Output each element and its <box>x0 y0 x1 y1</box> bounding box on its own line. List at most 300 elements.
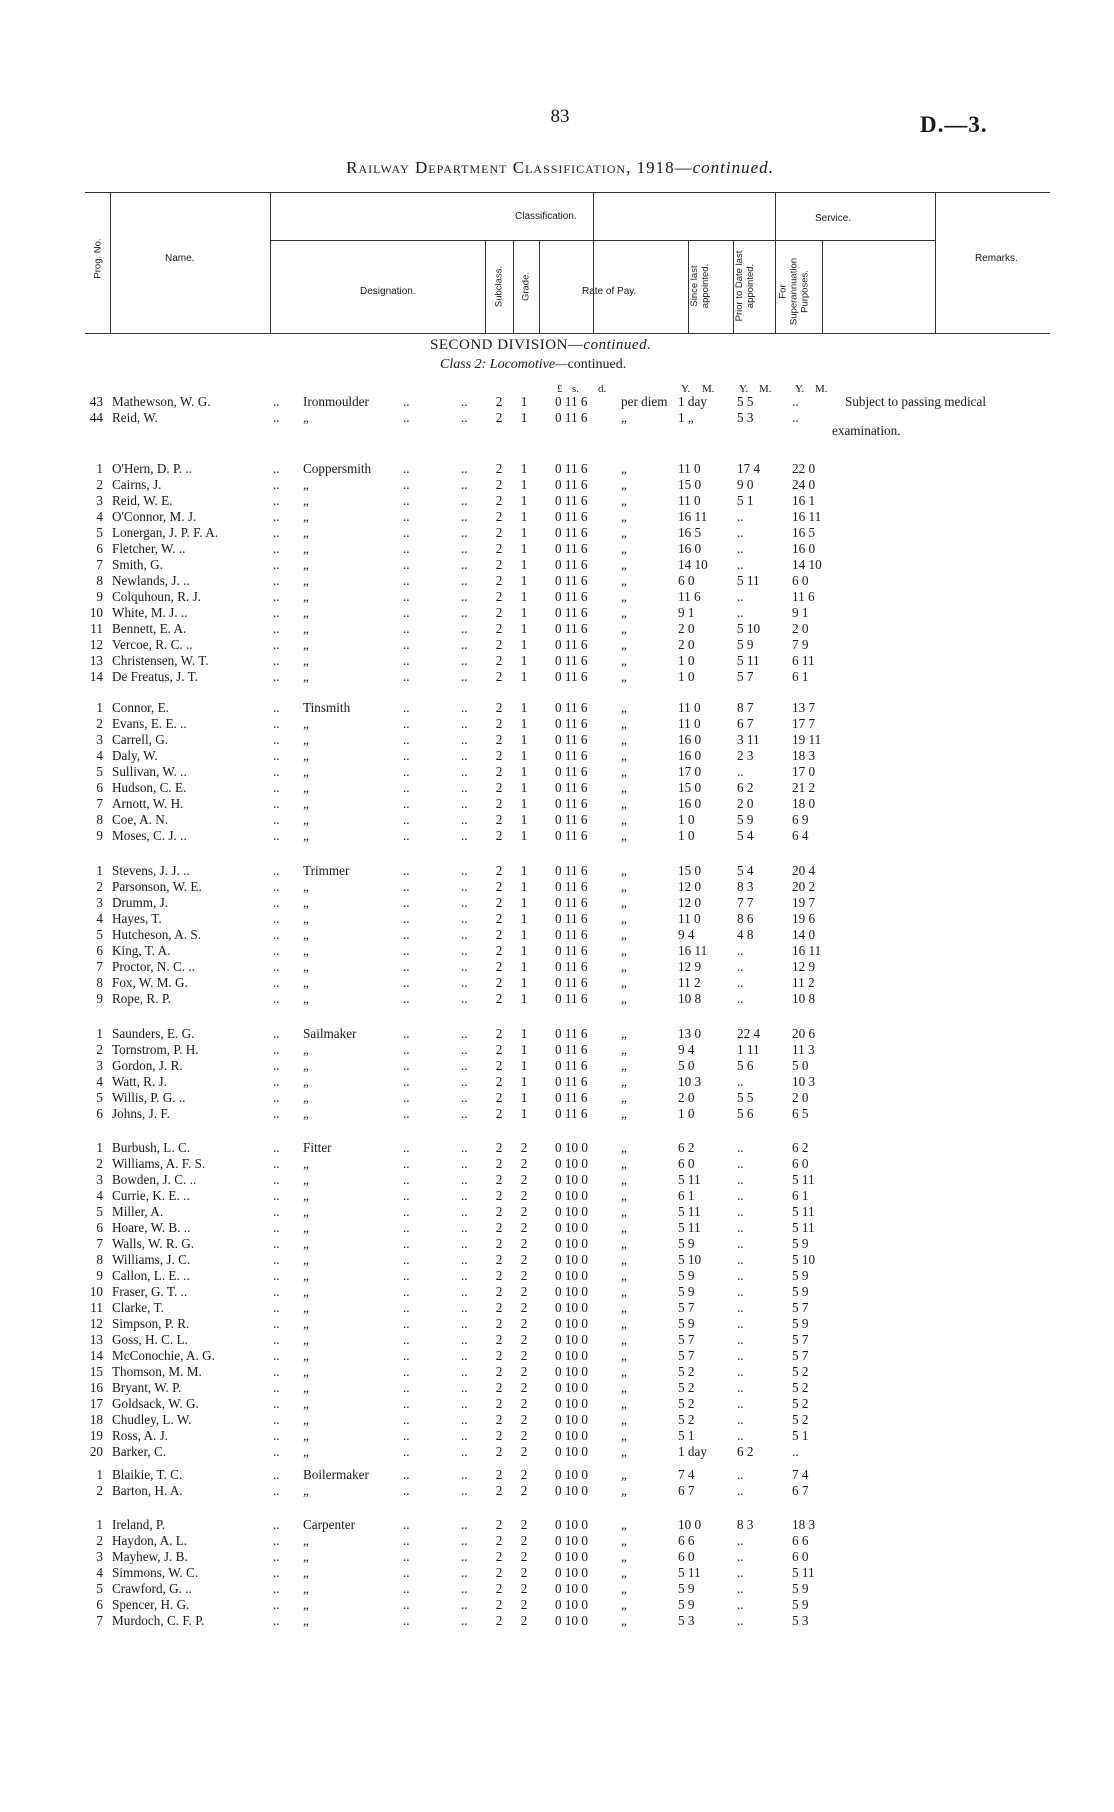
service-prior: .. <box>737 943 744 958</box>
service-prior: .. <box>737 1597 744 1612</box>
service-superannuation: 5 7 <box>792 1300 809 1315</box>
service-superannuation: .. <box>792 394 799 409</box>
employee-name: Hayes, T. <box>112 911 162 926</box>
leader-dots: .. <box>461 1300 468 1315</box>
pay-period: „ <box>621 943 627 958</box>
prog-no: 15 <box>89 1364 103 1379</box>
prog-no: 9 <box>96 828 103 843</box>
service-since-last: 5 10 <box>678 1252 702 1267</box>
section-heading: SECOND DIVISION—continued. <box>430 337 652 353</box>
pay-period: „ <box>621 557 627 572</box>
ditto-mark: „ <box>303 1597 309 1612</box>
service-since-last: 16 0 <box>678 541 702 556</box>
table-row <box>85 541 1065 557</box>
subclass: 2 <box>495 1156 503 1171</box>
pay-period: „ <box>621 477 627 492</box>
service-superannuation: .. <box>792 1444 799 1459</box>
subclass: 2 <box>495 927 503 942</box>
leader-dots: .. <box>273 637 280 652</box>
subclass: 2 <box>495 1597 503 1612</box>
table-row <box>85 764 1065 780</box>
leader-dots: .. <box>273 1380 280 1395</box>
rate-of-pay: 0 10 0 <box>555 1380 588 1395</box>
leader-dots: .. <box>403 1236 410 1251</box>
prog-no: 8 <box>96 812 103 827</box>
subclass: 2 <box>495 394 503 409</box>
subclass: 2 <box>495 1140 503 1155</box>
leader-dots: .. <box>273 796 280 811</box>
leader-dots: .. <box>273 461 280 476</box>
grade: 1 <box>520 1042 528 1057</box>
grade: 1 <box>520 573 528 588</box>
employee-name: Saunders, E. G. <box>112 1026 195 1041</box>
service-since-last: 6 0 <box>678 573 695 588</box>
leader-dots: .. <box>273 1332 280 1347</box>
pay-period: „ <box>621 1058 627 1073</box>
grade: 1 <box>520 991 528 1006</box>
leader-dots: .. <box>403 589 410 604</box>
table-row <box>85 943 1065 959</box>
table-row <box>85 1188 1065 1204</box>
leader-dots: .. <box>273 1533 280 1548</box>
rate-of-pay: 0 11 6 <box>555 557 588 572</box>
leader-dots: .. <box>461 1364 468 1379</box>
service-prior: 22 4 <box>737 1026 761 1041</box>
service-superannuation: 5 9 <box>792 1236 809 1251</box>
employee-name: Blaikie, T. C. <box>112 1467 183 1482</box>
designation: Carpenter <box>303 1517 355 1532</box>
service-since-last: 5 1 <box>678 1428 695 1443</box>
prog-no: 12 <box>89 1316 103 1331</box>
rate-of-pay: 0 10 0 <box>555 1236 588 1251</box>
prog-no: 6 <box>96 1220 103 1235</box>
leader-dots: .. <box>273 541 280 556</box>
table-row <box>85 927 1065 943</box>
service-superannuation: 17 7 <box>792 716 816 731</box>
employee-name: Lonergan, J. P. F. A. <box>112 525 219 540</box>
service-prior: 5 4 <box>737 863 754 878</box>
grade: 1 <box>520 700 528 715</box>
leader-dots: .. <box>461 716 468 731</box>
subclass: 2 <box>495 732 503 747</box>
rate-of-pay: 0 10 0 <box>555 1140 588 1155</box>
leader-dots: .. <box>403 493 410 508</box>
service-since-last: 11 2 <box>678 975 701 990</box>
leader-dots: .. <box>403 700 410 715</box>
leader-dots: .. <box>461 1565 468 1580</box>
subclass: 2 <box>495 541 503 556</box>
ditto-mark: „ <box>303 493 309 508</box>
service-superannuation: 6 11 <box>792 653 815 668</box>
service-superannuation: 5 11 <box>792 1220 815 1235</box>
rate-of-pay: 0 10 0 <box>555 1204 588 1219</box>
leader-dots: .. <box>273 975 280 990</box>
subclass: 2 <box>495 557 503 572</box>
employee-name: White, M. J. .. <box>112 605 188 620</box>
pay-period: „ <box>621 828 627 843</box>
service-prior: 8 3 <box>737 879 754 894</box>
service-prior: 2 3 <box>737 748 754 763</box>
service-prior: .. <box>737 1396 744 1411</box>
ditto-mark: „ <box>303 1444 309 1459</box>
pay-period: „ <box>621 1316 627 1331</box>
service-since-last: 5 9 <box>678 1268 695 1283</box>
prog-no: 2 <box>96 1042 103 1057</box>
employee-name: Barker, C. <box>112 1444 167 1459</box>
grade: 1 <box>520 637 528 652</box>
service-prior: .. <box>737 1613 744 1628</box>
pay-period: „ <box>621 1467 627 1482</box>
table-header <box>85 192 1050 334</box>
prog-no: 2 <box>96 1533 103 1548</box>
ditto-mark: „ <box>303 748 309 763</box>
leader-dots: .. <box>461 764 468 779</box>
service-prior: 8 3 <box>737 1517 754 1532</box>
ditto-mark: „ <box>303 1549 309 1564</box>
grade: 2 <box>520 1517 528 1532</box>
employee-name: Colquhoun, R. J. <box>112 589 202 604</box>
leader-dots: .. <box>461 895 468 910</box>
leader-dots: .. <box>461 573 468 588</box>
service-since-last: 5 2 <box>678 1380 695 1395</box>
leader-dots: .. <box>461 1284 468 1299</box>
leader-dots: .. <box>273 525 280 540</box>
ditto-mark: „ <box>303 525 309 540</box>
pay-period: „ <box>621 573 627 588</box>
service-prior: 5 9 <box>737 637 754 652</box>
pay-period: „ <box>621 541 627 556</box>
pay-period: „ <box>621 1026 627 1041</box>
service-since-last: 1 0 <box>678 828 695 843</box>
rate-of-pay: 0 11 6 <box>555 1058 588 1073</box>
employee-name: Bennett, E. A. <box>112 621 187 636</box>
service-since-last: 11 0 <box>678 716 701 731</box>
leader-dots: .. <box>461 1220 468 1235</box>
leader-dots: .. <box>403 1364 410 1379</box>
leader-dots: .. <box>273 780 280 795</box>
leader-dots: .. <box>461 1428 468 1443</box>
rate-of-pay: 0 10 0 <box>555 1412 588 1427</box>
grade: 1 <box>520 780 528 795</box>
ditto-mark: „ <box>303 1364 309 1379</box>
leader-dots: .. <box>461 1252 468 1267</box>
rate-of-pay: 0 10 0 <box>555 1483 588 1498</box>
leader-dots: .. <box>461 1042 468 1057</box>
grade: 2 <box>520 1428 528 1443</box>
employee-name: Moses, C. J. .. <box>112 828 187 843</box>
pay-period: „ <box>621 700 627 715</box>
prog-no: 8 <box>96 975 103 990</box>
leader-dots: .. <box>403 828 410 843</box>
service-since-last: 11 0 <box>678 700 701 715</box>
table-row <box>85 653 1065 669</box>
pay-period: „ <box>621 748 627 763</box>
grade: 2 <box>520 1140 528 1155</box>
pay-period: „ <box>621 764 627 779</box>
leader-dots: .. <box>461 796 468 811</box>
service-superannuation: 10 3 <box>792 1074 816 1089</box>
employee-name: Currie, K. E. .. <box>112 1188 190 1203</box>
leader-dots: .. <box>461 1156 468 1171</box>
subclass: 2 <box>495 1074 503 1089</box>
prog-no: 4 <box>96 1188 103 1203</box>
prog-no: 43 <box>89 394 103 409</box>
rate-of-pay: 0 10 0 <box>555 1332 588 1347</box>
service-prior: .. <box>737 1284 744 1299</box>
leader-dots: .. <box>403 1316 410 1331</box>
ditto-mark: „ <box>303 780 309 795</box>
rate-of-pay: 0 11 6 <box>555 1106 588 1121</box>
leader-dots: .. <box>403 1517 410 1532</box>
service-superannuation: 16 11 <box>792 943 822 958</box>
leader-dots: .. <box>273 1220 280 1235</box>
leader-dots: .. <box>403 557 410 572</box>
service-since-last: 16 0 <box>678 796 702 811</box>
rate-of-pay: 0 10 0 <box>555 1444 588 1459</box>
service-superannuation: 5 0 <box>792 1058 809 1073</box>
service-since-last: 1 0 <box>678 1106 695 1121</box>
service-superannuation: 5 3 <box>792 1613 809 1628</box>
service-prior: 17 4 <box>737 461 761 476</box>
table-row <box>85 1565 1065 1581</box>
grade: 2 <box>520 1467 528 1482</box>
leader-dots: .. <box>273 1236 280 1251</box>
table-row <box>85 477 1065 493</box>
designation: Sailmaker <box>303 1026 357 1041</box>
prog-no: 2 <box>96 477 103 492</box>
rate-of-pay: 0 10 0 <box>555 1597 588 1612</box>
service-superannuation: 14 0 <box>792 927 816 942</box>
rate-of-pay: 0 11 6 <box>555 653 588 668</box>
prog-no: 9 <box>96 1268 103 1283</box>
leader-dots: .. <box>403 1220 410 1235</box>
leader-dots: .. <box>461 1467 468 1482</box>
leader-dots: .. <box>273 1444 280 1459</box>
table-row <box>85 780 1065 796</box>
subclass: 2 <box>495 509 503 524</box>
service-superannuation: 12 9 <box>792 959 816 974</box>
leader-dots: .. <box>461 477 468 492</box>
leader-dots: .. <box>461 1533 468 1548</box>
ditto-mark: „ <box>303 1581 309 1596</box>
ditto-mark: „ <box>303 1106 309 1121</box>
pay-period: „ <box>621 1042 627 1057</box>
subclass: 2 <box>495 1026 503 1041</box>
pay-period: per diem <box>621 394 668 409</box>
prog-no: 7 <box>96 1613 103 1628</box>
leader-dots: .. <box>273 1483 280 1498</box>
ditto-mark: „ <box>303 1090 309 1105</box>
pay-period: „ <box>621 493 627 508</box>
rate-of-pay: 0 11 6 <box>555 764 588 779</box>
service-prior: .. <box>737 1348 744 1363</box>
leader-dots: .. <box>273 493 280 508</box>
leader-dots: .. <box>403 1026 410 1041</box>
subclass: 2 <box>495 605 503 620</box>
subclass: 2 <box>495 637 503 652</box>
leader-dots: .. <box>461 1316 468 1331</box>
table-row <box>85 1533 1065 1549</box>
leader-dots: .. <box>273 1549 280 1564</box>
leader-dots: .. <box>403 1204 410 1219</box>
leader-dots: .. <box>273 764 280 779</box>
subclass: 2 <box>495 1533 503 1548</box>
service-since-last: 5 11 <box>678 1220 701 1235</box>
service-since-last: 6 6 <box>678 1533 695 1548</box>
leader-dots: .. <box>273 1042 280 1057</box>
service-superannuation: 6 2 <box>792 1140 809 1155</box>
employee-name: Bryant, W. P. <box>112 1380 182 1395</box>
service-prior: .. <box>737 1533 744 1548</box>
service-prior: 5 5 <box>737 1090 754 1105</box>
leader-dots: .. <box>273 959 280 974</box>
service-superannuation: 5 2 <box>792 1364 809 1379</box>
grade: 1 <box>520 1026 528 1041</box>
grade: 2 <box>520 1188 528 1203</box>
ditto-mark: „ <box>303 621 309 636</box>
grade: 1 <box>520 911 528 926</box>
leader-dots: .. <box>273 863 280 878</box>
service-since-last: 5 9 <box>678 1316 695 1331</box>
service-prior: .. <box>737 1565 744 1580</box>
service-superannuation: 5 2 <box>792 1380 809 1395</box>
table-row <box>85 1467 1065 1483</box>
ditto-mark: „ <box>303 1236 309 1251</box>
rate-of-pay: 0 11 6 <box>555 748 588 763</box>
leader-dots: .. <box>461 669 468 684</box>
table-row <box>85 1058 1065 1074</box>
rate-of-pay: 0 10 0 <box>555 1268 588 1283</box>
employee-name: Fox, W. M. G. <box>112 975 188 990</box>
pay-period: „ <box>621 589 627 604</box>
prog-no: 6 <box>96 943 103 958</box>
leader-dots: .. <box>461 1396 468 1411</box>
class-heading: Class 2: Locomotive—continued. <box>440 357 627 372</box>
leader-dots: .. <box>273 1074 280 1089</box>
table-row <box>85 1380 1065 1396</box>
rate-of-pay: 0 11 6 <box>555 573 588 588</box>
service-prior: .. <box>737 1412 744 1427</box>
table-row <box>85 1074 1065 1090</box>
service-superannuation: 5 9 <box>792 1316 809 1331</box>
leader-dots: .. <box>273 828 280 843</box>
employee-name: Fletcher, W. .. <box>112 541 186 556</box>
ditto-mark: „ <box>303 1220 309 1235</box>
leader-dots: .. <box>403 895 410 910</box>
service-since-last: 5 11 <box>678 1172 701 1187</box>
table-row <box>85 1106 1065 1122</box>
leader-dots: .. <box>403 959 410 974</box>
grade: 1 <box>520 461 528 476</box>
table-row <box>85 863 1065 879</box>
leader-dots: .. <box>461 975 468 990</box>
pay-period: „ <box>621 975 627 990</box>
leader-dots: .. <box>461 780 468 795</box>
subclass: 2 <box>495 1549 503 1564</box>
service-prior: 6 2 <box>737 780 754 795</box>
ditto-mark: „ <box>303 732 309 747</box>
employee-name: Fraser, G. T. .. <box>112 1284 188 1299</box>
prog-no: 1 <box>96 1517 103 1532</box>
leader-dots: .. <box>403 1090 410 1105</box>
rate-of-pay: 0 10 0 <box>555 1348 588 1363</box>
pay-period: „ <box>621 1428 627 1443</box>
service-since-last: 17 0 <box>678 764 702 779</box>
service-superannuation: 5 11 <box>792 1204 815 1219</box>
employee-name: Simpson, P. R. <box>112 1316 190 1331</box>
service-since-last: 16 0 <box>678 748 702 763</box>
pay-period: „ <box>621 1300 627 1315</box>
grade: 1 <box>520 716 528 731</box>
subclass: 2 <box>495 653 503 668</box>
employee-name: Thomson, M. M. <box>112 1364 202 1379</box>
rate-of-pay: 0 11 6 <box>555 732 588 747</box>
rate-of-pay: 0 11 6 <box>555 1026 588 1041</box>
leader-dots: .. <box>461 394 468 409</box>
leader-dots: .. <box>403 1172 410 1187</box>
ditto-mark: „ <box>303 1613 309 1628</box>
leader-dots: .. <box>461 1549 468 1564</box>
service-prior: .. <box>737 1156 744 1171</box>
subclass: 2 <box>495 780 503 795</box>
employee-name: Walls, W. R. G. <box>112 1236 195 1251</box>
prog-no: 5 <box>96 1581 103 1596</box>
ditto-mark: „ <box>303 1412 309 1427</box>
pay-period: „ <box>621 1106 627 1121</box>
leader-dots: .. <box>273 1058 280 1073</box>
service-since-last: 5 2 <box>678 1412 695 1427</box>
rate-of-pay: 0 11 6 <box>555 477 588 492</box>
employee-name: Evans, E. E. .. <box>112 716 187 731</box>
leader-dots: .. <box>403 1581 410 1596</box>
leader-dots: .. <box>273 1565 280 1580</box>
subclass: 2 <box>495 1332 503 1347</box>
document-title <box>180 158 940 178</box>
employee-name: McConochie, A. G. <box>112 1348 215 1363</box>
leader-dots: .. <box>461 1074 468 1089</box>
service-superannuation: 18 3 <box>792 748 816 763</box>
pay-period: „ <box>621 1236 627 1251</box>
subclass: 2 <box>495 1204 503 1219</box>
rate-of-pay: 0 11 6 <box>555 525 588 540</box>
subclass: 2 <box>495 493 503 508</box>
service-since-last: 15 0 <box>678 477 702 492</box>
prog-no: 10 <box>89 605 103 620</box>
table-row <box>85 911 1065 927</box>
leader-dots: .. <box>461 1483 468 1498</box>
service-prior: .. <box>737 1428 744 1443</box>
pay-period: „ <box>621 1090 627 1105</box>
leader-dots: .. <box>273 669 280 684</box>
rate-of-pay: 0 11 6 <box>555 700 588 715</box>
ditto-mark: „ <box>303 1533 309 1548</box>
leader-dots: .. <box>273 1300 280 1315</box>
table-row <box>85 1090 1065 1106</box>
pay-period: „ <box>621 509 627 524</box>
prog-no: 5 <box>96 525 103 540</box>
subclass: 2 <box>495 1428 503 1443</box>
leader-dots: .. <box>403 1613 410 1628</box>
pay-period: „ <box>621 1483 627 1498</box>
rate-of-pay: 0 10 0 <box>555 1220 588 1235</box>
prog-no: 5 <box>96 764 103 779</box>
employee-name: Carrell, G. <box>112 732 169 747</box>
designation: Trimmer <box>303 863 350 878</box>
leader-dots: .. <box>273 1188 280 1203</box>
rate-of-pay: 0 11 6 <box>555 796 588 811</box>
leader-dots: .. <box>461 943 468 958</box>
service-superannuation: 6 0 <box>792 1549 809 1564</box>
